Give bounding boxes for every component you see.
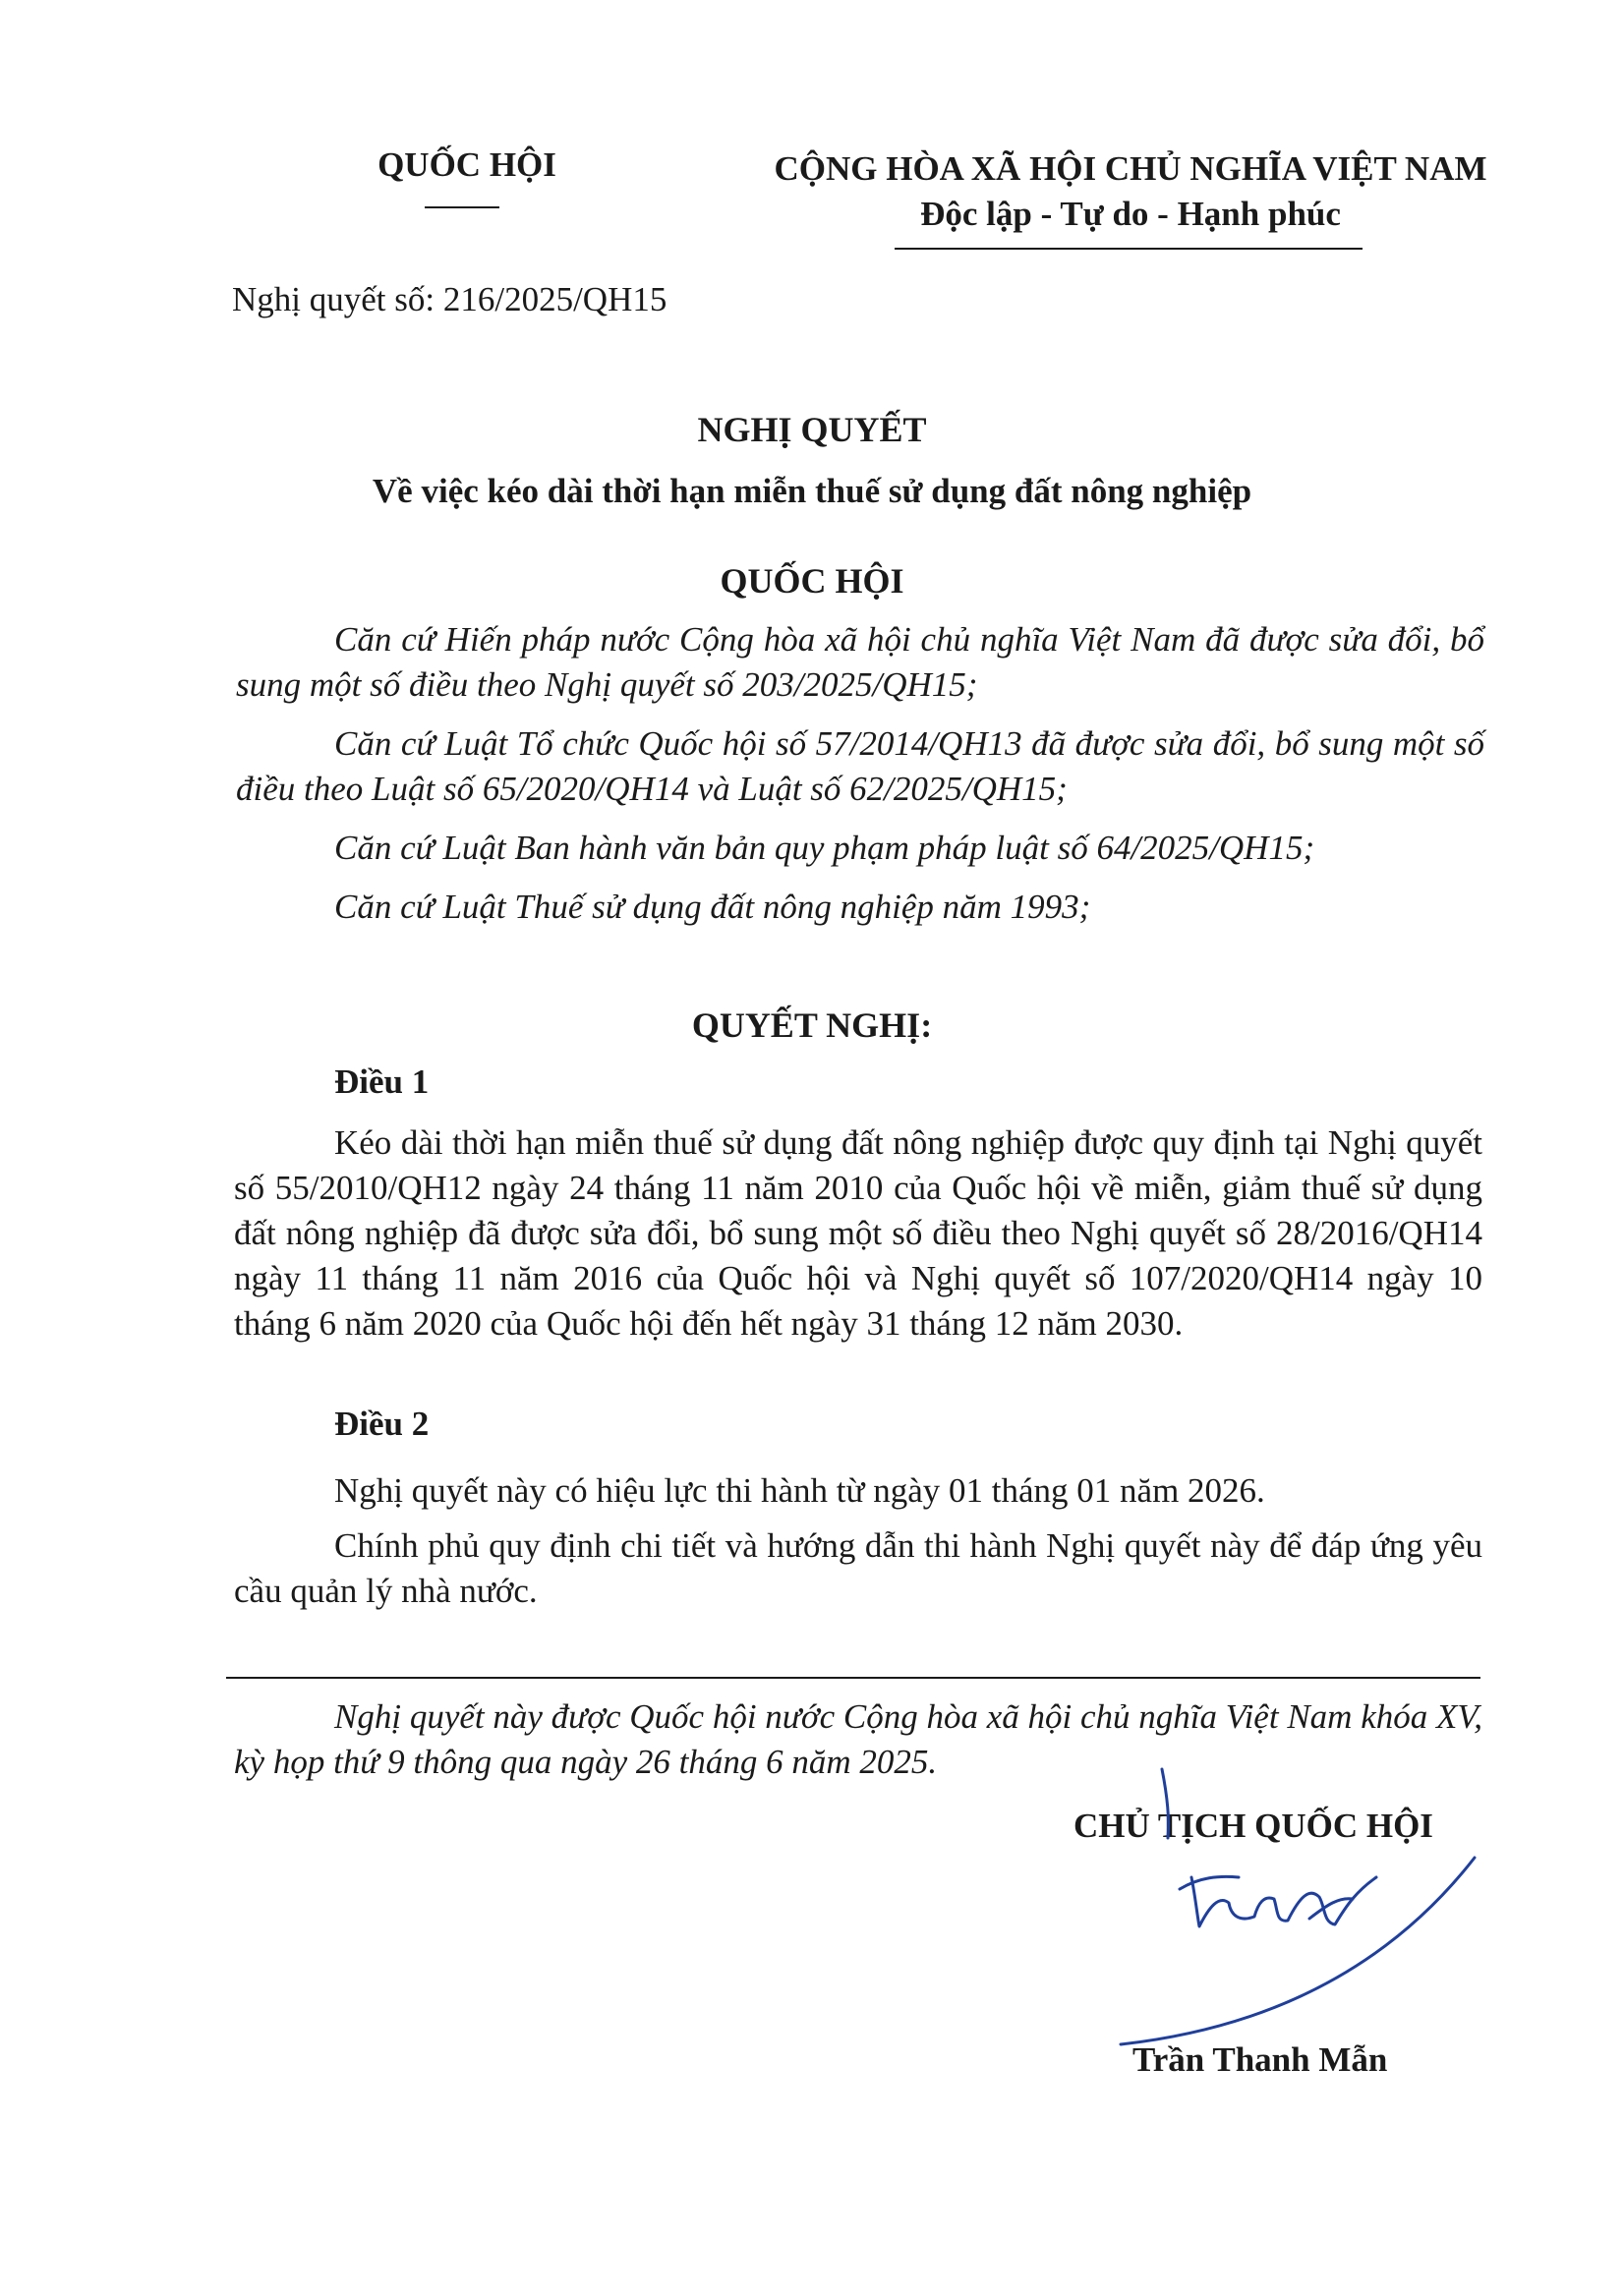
article-paragraph: Nghị quyết này có hiệu lực thi hành từ ngày 01 tháng 01 năm 2026. [334, 1471, 1265, 1510]
article-heading: Điều 2 [334, 1405, 430, 1443]
issuing-body: QUỐC HỘI [377, 145, 556, 184]
signer-title: CHỦ TỊCH QUỐC HỘI [1073, 1807, 1433, 1845]
country-title: CỘNG HÒA XÃ HỘI CHỦ NGHĨA VIỆT NAM [774, 149, 1487, 188]
signature-mark [1081, 1730, 1624, 2064]
legal-basis: Căn cứ Luật Ban hành văn bản quy phạm pháp luật số 64/2025/QH15; [334, 829, 1315, 867]
closing-note: Nghị quyết này được Quốc hội nước Cộng hòa xã hội chủ nghĩa Việt Nam khóa XV, kỳ họp thứ 9 thông qua ngày 26 tháng 6 năm 2025. [234, 1697, 1482, 1781]
legal-basis: Căn cứ Luật Tổ chức Quốc hội số 57/2014/QH13 đã được sửa đổi, bổ sung một số điều theo Luật số 65/2020/QH14 và Luật số 62/2025/QH15; [236, 724, 1484, 808]
article-paragraph: Chính phủ quy định chi tiết và hướng dẫn thi hành Nghị quyết này để đáp ứng yêu cầu quản lý nhà nước. [234, 1526, 1482, 1610]
legal-basis: Căn cứ Luật Thuế sử dụng đất nông nghiệp năm 1993; [334, 888, 1091, 926]
legal-basis: Căn cứ Hiến pháp nước Cộng hòa xã hội chủ nghĩa Việt Nam đã được sửa đổi, bổ sung một số điều theo Nghị quyết số 203/2025/QH15; [236, 620, 1484, 704]
issuing-body-underline [425, 206, 499, 208]
national-motto: Độc lập - Tự do - Hạnh phúc [920, 195, 1341, 233]
resolves-heading: QUYẾT NGHỊ: [691, 1005, 933, 1045]
issuer-heading: QUỐC HỘI [720, 561, 904, 601]
closing-separator [226, 1677, 1480, 1679]
document-number: Nghị quyết số: 216/2025/QH15 [232, 280, 667, 318]
signer-name: Trần Thanh Mẫn [1132, 2040, 1388, 2079]
document-subject: Về việc kéo dài thời hạn miễn thuế sử dụng đất nông nghiệp [372, 472, 1252, 510]
legal-bases [236, 617, 1484, 930]
article-heading: Điều 1 [334, 1062, 430, 1101]
article-paragraph: Kéo dài thời hạn miễn thuế sử dụng đất nông nghiệp được quy định tại Nghị quyết số 55/2010/QH12 ngày 24 tháng 11 năm 2010 của Quốc hội về miễn, giảm thuế sử dụng đất nông nghiệp đã được sửa đổi, bổ sung một số điều theo Nghị quyết số 28/2016/QH14 ngày 11 tháng 11 năm 2016 của Quốc hội và Nghị quyết số 107/2020/QH14 ngày 10 tháng 6 năm 2020 của Quốc hội đến hết ngày 31 tháng 12 năm 2030. [234, 1123, 1482, 1343]
document-type: NGHỊ QUYẾT [697, 410, 927, 449]
motto-underline [895, 248, 1363, 250]
